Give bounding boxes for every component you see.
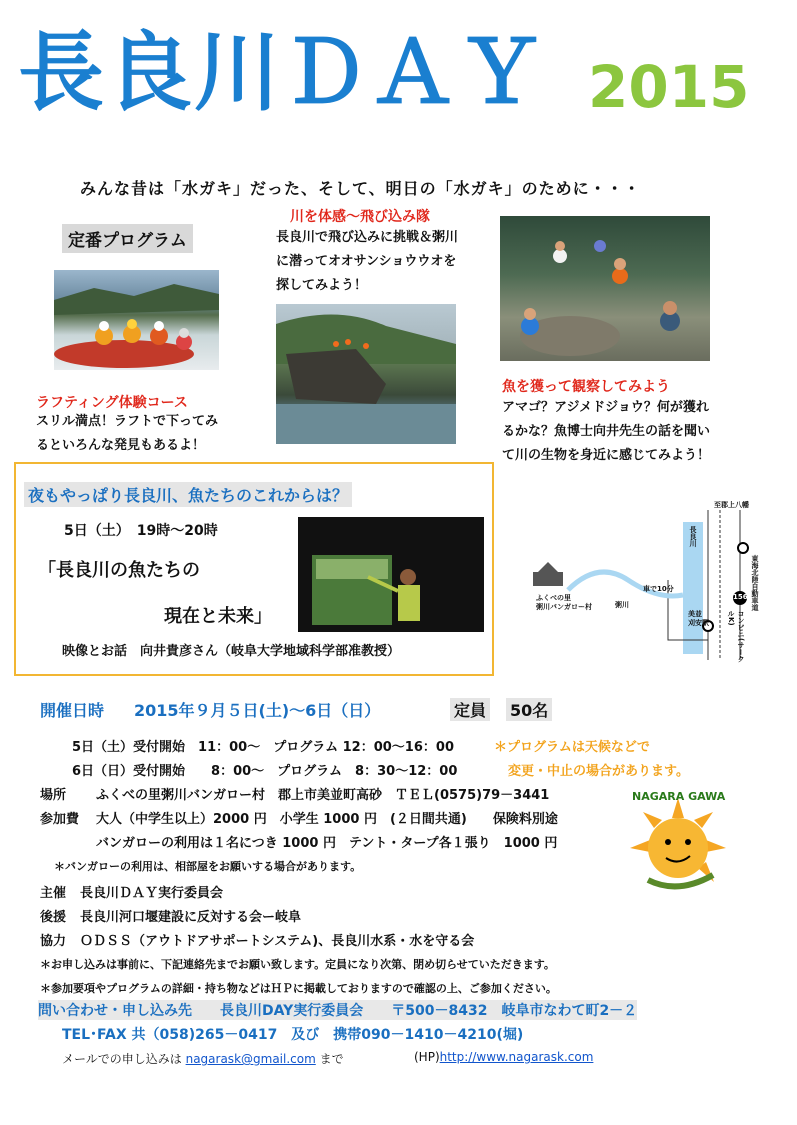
fee-value: 大人（中学生以上）2000 円 小学生 1000 円 (２日間共通) 保険料別途 bbox=[96, 812, 558, 827]
map-label-route: 156 bbox=[733, 593, 748, 601]
night-date-time: 5日（土） 19時～20時 bbox=[64, 523, 218, 539]
lecture-photo bbox=[298, 517, 484, 632]
jump-title: 川を体感～飛び込み隊 bbox=[290, 209, 430, 225]
event-date-label: 開催日時 bbox=[40, 701, 105, 720]
mail-prefix: メールでの申し込みは bbox=[62, 1052, 182, 1066]
schedule-note1: ＊プログラムは天候などで bbox=[494, 740, 650, 755]
night-heading: 夜もやっぱり長良川、魚たちのこれからは？ bbox=[24, 482, 352, 507]
night-speaker: 映像とお話 向井貴彦さん（岐阜大学地域科学部准教授） bbox=[62, 644, 401, 659]
place-value: ふくべの里粥川バンガロー村 郡上市美並町高砂 ＴＥＬ(0575)79－3441 bbox=[96, 788, 550, 803]
map-label-bungalow: ふくべの里 粥川バンガロー村 bbox=[536, 594, 592, 611]
coop-value: ＯＤＳＳ（アウトドアサポートシステム)、長良川水系・水を守る会 bbox=[80, 934, 475, 949]
rafting-line: るといろんな発見もあるよ！ bbox=[36, 438, 206, 453]
bungalow-note: ＊バンガローの利用は、相部屋をお願いする場合があります。 bbox=[54, 860, 362, 873]
contact-line2: TEL･FAX 共（058)265－0417 及び 携帯090－1410－4210(堀) bbox=[62, 1027, 524, 1043]
support-value: 長良川河口堰建設に反対する会ー岐阜 bbox=[80, 910, 302, 925]
fish-line: るかな？魚博士向井先生の話を聞い bbox=[502, 424, 711, 439]
capacity-label: 定員 bbox=[450, 698, 490, 721]
fish-title: 魚を獲って観察してみよう bbox=[502, 379, 670, 395]
night-talk-line2: 現在と未来」 bbox=[164, 606, 272, 627]
map-label-car: 車で10分 bbox=[643, 585, 674, 593]
schedule-day2: 6日（日）受付開始 8：00～ プログラム 8：30～12：00 bbox=[72, 764, 458, 779]
coop-label: 協力 bbox=[40, 934, 67, 949]
rafting-photo bbox=[54, 270, 219, 370]
jump-text bbox=[276, 226, 458, 298]
note-details: ＊参加要項やプログラムの詳細・持ち物などはＨＰに掲載しておりますので確認の上、ご参加ください。 bbox=[40, 982, 557, 995]
fish-text bbox=[502, 396, 710, 468]
capacity-value: 50名 bbox=[506, 698, 552, 721]
mascot-sun bbox=[618, 790, 738, 900]
hp-link[interactable]: http://www.nagarask.com bbox=[439, 1050, 594, 1064]
host-value: 長良川ＤＡＹ実行委員会 bbox=[80, 886, 224, 901]
fish-line: アマゴ？アジメドジョウ？何が獲れ bbox=[502, 400, 709, 415]
map-label-tokai: 東海北陸自動車道 bbox=[751, 555, 759, 611]
contact-hp-row bbox=[414, 1050, 593, 1064]
support-label: 後援 bbox=[40, 910, 67, 925]
poster-title: 長良川ＤＡＹ bbox=[18, 23, 546, 123]
hp-prefix: (HP) bbox=[414, 1050, 440, 1064]
note-apply: ＊お申し込みは事前に、下記連絡先までお願い致します。定員になり次第、閉め切らせていただきます。 bbox=[40, 958, 555, 971]
night-talk-line1: 「長良川の魚たちの bbox=[38, 560, 200, 581]
rafting-line: スリル満点！ラフトで下ってみ bbox=[36, 414, 219, 429]
access-map bbox=[528, 500, 768, 665]
map-label-north: 至郡上八幡 bbox=[714, 501, 749, 509]
host-label: 主催 bbox=[40, 886, 67, 901]
fee-value-bungalow: バンガローの利用は１名につき 1000 円 テント・タープ各１張り 1000 円 bbox=[96, 836, 558, 851]
program-section-label: 定番プログラム bbox=[62, 224, 193, 253]
jump-line: 長良川で飛び込みに挑戦＆粥川 bbox=[276, 230, 459, 245]
contact-line1: 問い合わせ・申し込み先 長良川DAY実行委員会 〒500－8432 岐阜市なわて町2－２ bbox=[38, 1000, 637, 1020]
map-label-conveni: コンビニ(サークルK) bbox=[727, 610, 745, 663]
jump-photo bbox=[276, 304, 456, 444]
place-label: 場所 bbox=[40, 788, 67, 803]
fee-label: 参加費 bbox=[40, 812, 80, 827]
poster-year: 2015 bbox=[588, 53, 750, 121]
map-label-nagara: 長良川 bbox=[689, 526, 697, 547]
schedule-day1: 5日（土）受付開始 11：00～ プログラム 12：00～16：00 bbox=[72, 740, 454, 755]
mail-suffix: まで bbox=[319, 1052, 344, 1066]
poster-subtitle: みんな昔は「水ガキ」だった、そして、明日の「水ガキ」のために・・・ bbox=[80, 179, 641, 198]
mail-link[interactable]: nagarask@gmail.com bbox=[185, 1052, 316, 1066]
fish-line: て川の生物を身近に感じてみよう！ bbox=[502, 448, 711, 463]
mascot-text: NAGARA GAWA bbox=[632, 790, 726, 803]
jump-line: 探してみよう！ bbox=[276, 278, 368, 293]
contact-mail-row bbox=[62, 1050, 344, 1067]
fish-photo bbox=[500, 216, 710, 361]
map-label-station: 美並 刈安駅 bbox=[688, 610, 709, 627]
rafting-title: ラフティング体験コース bbox=[36, 395, 188, 411]
event-date-value: 2015年９月５日(土)～6日（日） bbox=[134, 701, 381, 720]
jump-line: に潜ってオオサンショウウオを bbox=[276, 254, 457, 269]
schedule-note2: 変更・中止の場合があります。 bbox=[508, 764, 689, 779]
rafting-text bbox=[36, 410, 218, 458]
map-label-kaigawa: 粥川 bbox=[615, 601, 629, 609]
